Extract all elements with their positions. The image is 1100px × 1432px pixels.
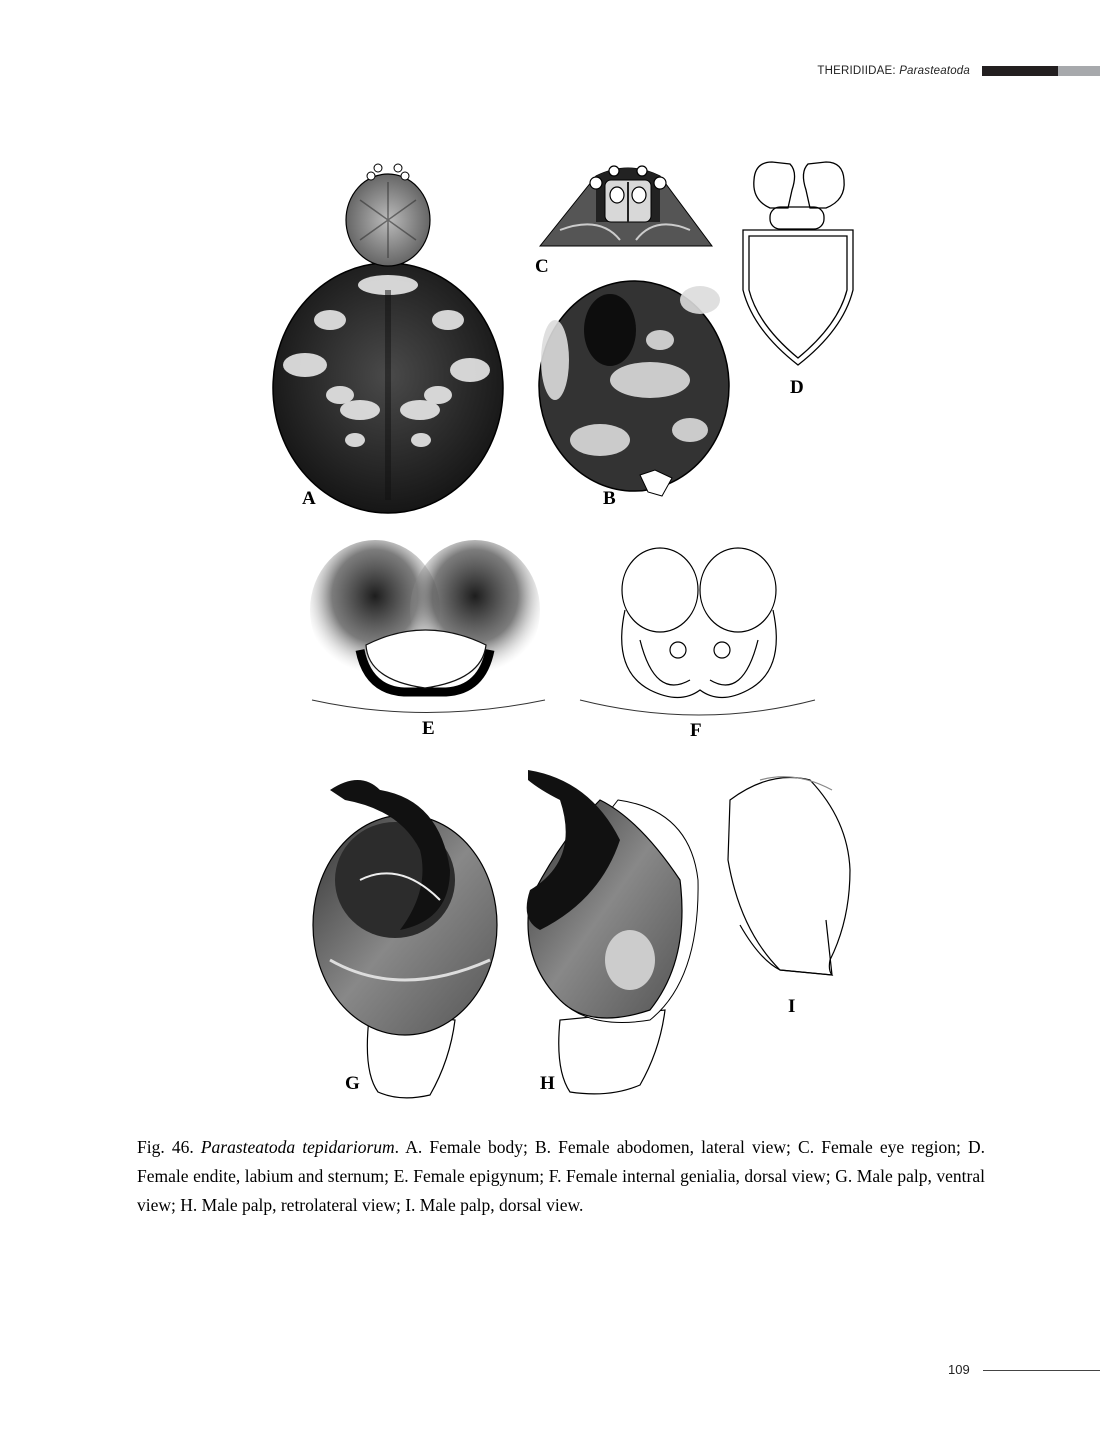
header-family: THERIDIIDAE: [817, 65, 896, 77]
header-genus: Parasteatoda [899, 65, 970, 77]
panel-label-b: B [603, 488, 616, 509]
panel-label-f: F [690, 720, 702, 741]
panel-i-palp-dorsal [728, 777, 850, 975]
panel-e-epigynum [310, 540, 545, 713]
panel-h-palp-retrolateral [527, 770, 698, 1094]
caption-text: . A. Female body; B. Female abodomen, lateral view; C. Female eye region; D. Female endite, labium and sternum; E. Female epigynum; F. Female internal genialia, dorsal view; G. Male palp, ventral view; H. Male palp, retrolateral view; I. Male palp, dorsal view. [137, 1137, 985, 1215]
panel-label-d: D [790, 377, 804, 398]
caption-prefix: Fig. 46. [137, 1137, 201, 1157]
panel-label-h: H [540, 1073, 555, 1094]
panel-c-eye-region [540, 166, 712, 246]
panel-a-female-body [273, 164, 503, 513]
caption-species: Parasteatoda tepidariorum [200, 1137, 395, 1157]
footer-rule [983, 1370, 1100, 1371]
panel-label-c: C [535, 256, 549, 277]
panel-g-palp-ventral [313, 780, 497, 1098]
panel-label-g: G [345, 1073, 360, 1094]
panel-label-e: E [422, 718, 435, 739]
panel-label-a: A [302, 488, 316, 509]
panel-b-abdomen-lateral [539, 281, 729, 496]
page-number: 109 [948, 1362, 970, 1377]
figure-caption [137, 1133, 985, 1220]
panel-d-sternum [743, 162, 853, 365]
panel-label-i: I [788, 996, 796, 1017]
panel-f-internal-genitalia [580, 548, 815, 715]
